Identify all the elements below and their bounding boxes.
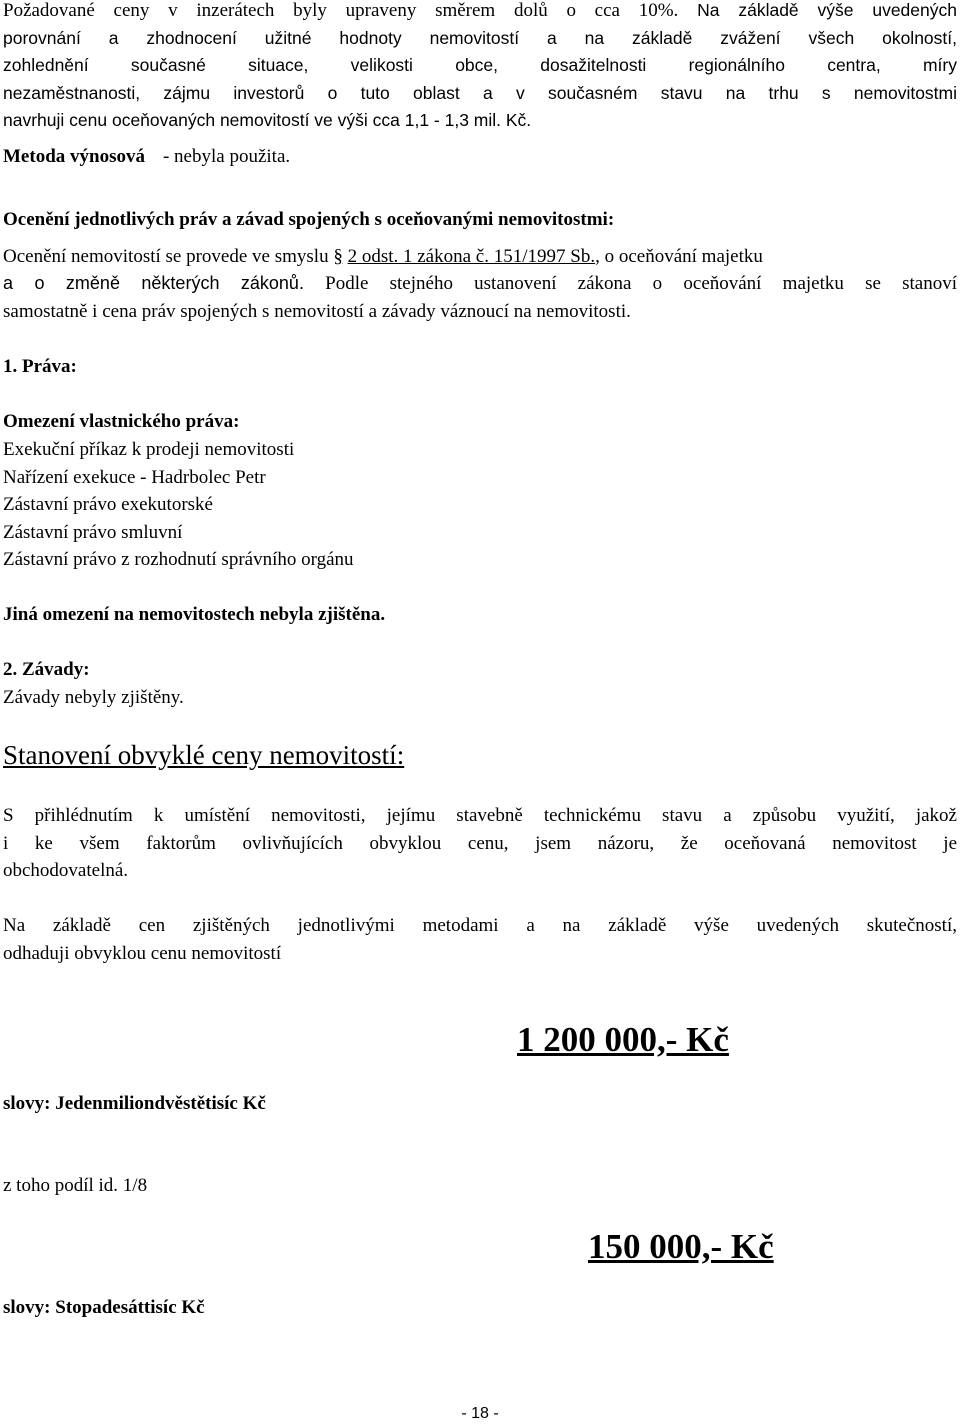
total-price: 1 200 000,- Kč: [517, 1020, 729, 1059]
income-method-label: Metoda výnosová: [3, 146, 145, 167]
market-paragraph-line-3: zohlednění současné situace, velikosti obce, dosažitelnosti regionálního centra, míry: [3, 55, 957, 75]
share-label: z toho podíl id. 1/8: [3, 1175, 148, 1196]
valuation-title: Stanovení obvyklé ceny nemovitostí:: [3, 740, 405, 770]
defects-text: Závady nebyly zjištěny.: [3, 687, 184, 708]
restriction-item: Zástavní právo smluvní: [3, 522, 183, 543]
market-paragraph-line-5: navrhuji cenu oceňovaných nemovitostí ve výši cca 1,1 - 1,3 mil. Kč.: [3, 110, 532, 130]
rights-heading: Ocenění jednotlivých práv a závad spojených s oceňovanými nemovitostmi:: [3, 209, 615, 230]
market-paragraph-line-2: porovnání a zhodnocení užitné hodnoty nemovitostí a na základě zvážení všech okolností,: [3, 28, 957, 48]
restriction-item: Zástavní právo exekutorské: [3, 494, 213, 515]
market-paragraph-line-4: nezaměstnanosti, zájmu investorů o tuto oblast a v současném stavu na trhu s nemovitostmi: [3, 83, 957, 103]
valuation-para1-line-3: obchodovatelná.: [3, 860, 129, 881]
law-reference: 2 odst. 1 zákona č. 151/1997 Sb.: [347, 246, 596, 267]
share-price: 150 000,- Kč: [588, 1227, 774, 1266]
no-other-restrictions: Jiná omezení na nemovitostech nebyla zjištěna.: [3, 604, 386, 625]
restriction-item: Nařízení exekuce - Hadrbolec Petr: [3, 467, 266, 488]
income-method-line: [3, 146, 957, 168]
rights-section-heading: 1. Práva:: [3, 356, 77, 377]
rights-paragraph-line-1: Ocenění nemovitostí se provede ve smyslu § 2 odst. 1 zákona č. 151/1997 Sb., o oceňování majetku: [3, 246, 763, 267]
page-number: - 18 -: [461, 1405, 499, 1422]
income-method-status: - nebyla použita.: [162, 146, 291, 167]
total-price-words: slovy: Jedenmiliondvěstětisíc Kč: [3, 1093, 266, 1114]
market-conclusion-start: Na základě výše uvedených: [678, 0, 957, 20]
valuation-para1-line-2: i ke všem faktorům ovlivňujících obvyklou cenu, jsem názoru, že oceňovaná nemovitost je: [3, 833, 957, 854]
restriction-item: Zástavní právo z rozhodnutí správního orgánu: [3, 549, 354, 570]
market-paragraph-line-1: [3, 0, 957, 22]
rights-paragraph-line-3: samostatně i cena práv spojených s nemovitostí a závady váznoucí na nemovitosti.: [3, 301, 631, 322]
defects-heading: 2. Závady:: [3, 659, 90, 680]
rights-paragraph-line-2: a o změně některých zákonů. Podle stejného ustanovení zákona o oceňování majetku se stanoví: [3, 273, 957, 294]
valuation-para1-line-1: S přihlédnutím k umístění nemovitosti, jejímu stavebně technickému stavu a způsobu využití, jakož: [3, 805, 957, 826]
restriction-item: Exekuční příkaz k prodeji nemovitosti: [3, 439, 295, 460]
valuation-para2-line-2: odhaduji obvyklou cenu nemovitostí: [3, 943, 282, 964]
share-price-words: slovy: Stopadesáttisíc Kč: [3, 1297, 205, 1318]
valuation-para2-line-1: Na základě cen zjištěných jednotlivými metodami a na základě výše uvedených skutečností,: [3, 915, 957, 936]
ownership-restriction-heading: Omezení vlastnického práva:: [3, 411, 240, 432]
paragraph-sign: §: [333, 246, 343, 267]
market-price-adjustment-text: Požadované ceny v inzerátech byly upraveny směrem dolů o cca 10%.: [3, 0, 679, 21]
